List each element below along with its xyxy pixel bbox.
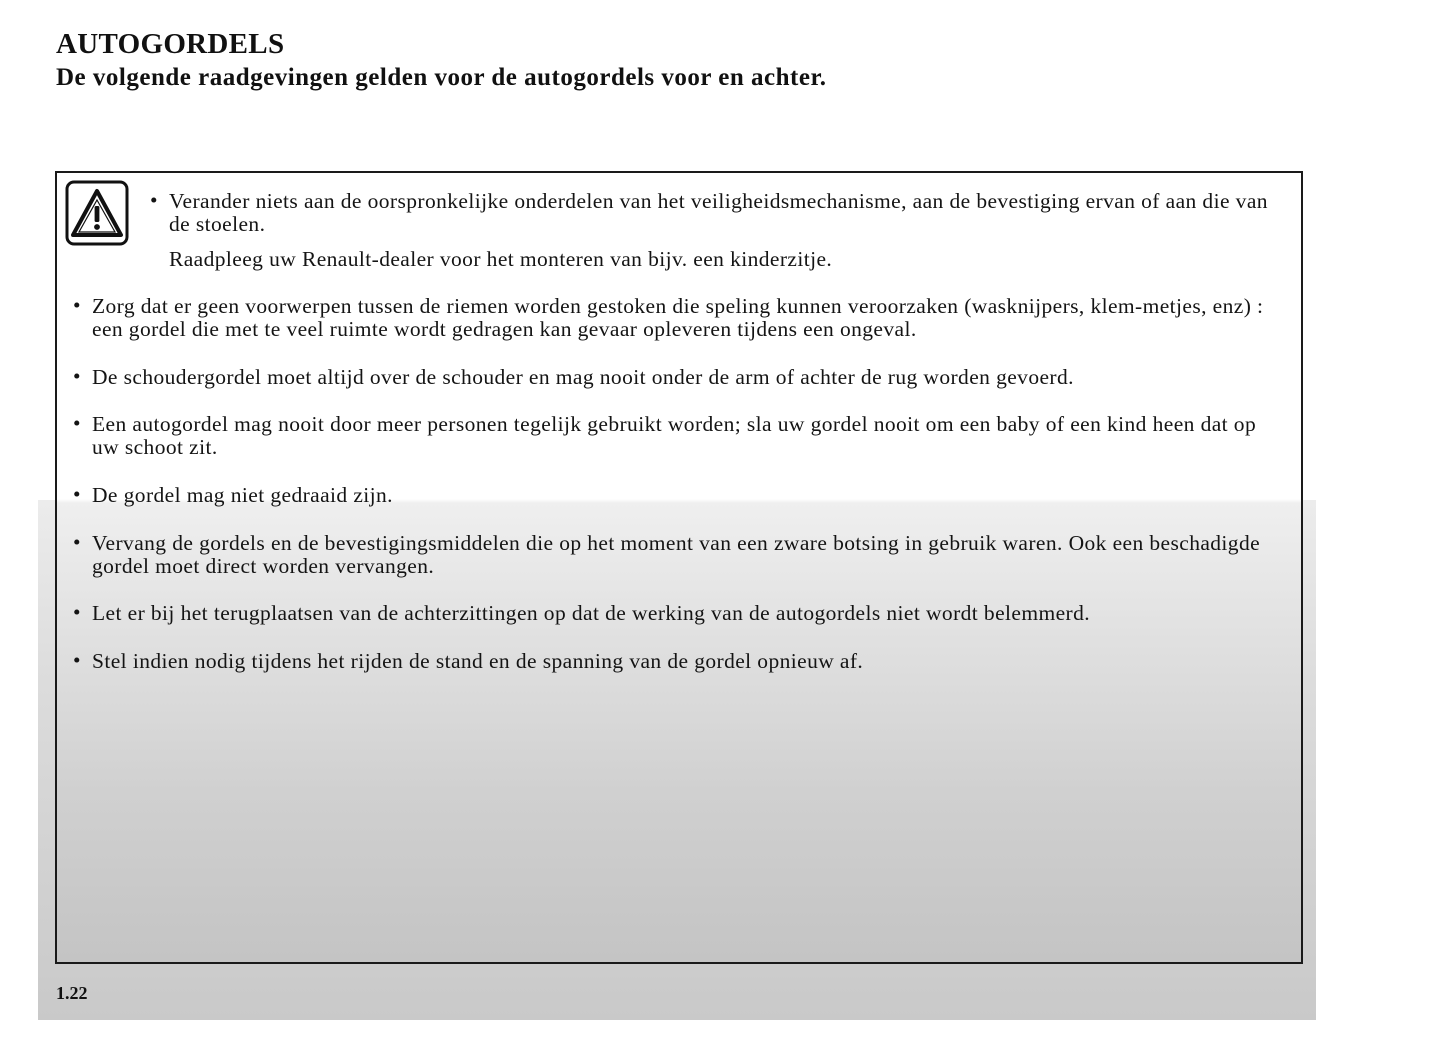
list-item xyxy=(73,482,1287,507)
list-item-text: Let er bij het terugplaatsen van de achterzittingen op dat de werking van de autogordels niet wordt belemmerd. xyxy=(92,601,1091,625)
bullet: • xyxy=(150,188,158,212)
bullet: • xyxy=(73,411,81,435)
bullet: • xyxy=(73,293,81,317)
bullet: • xyxy=(73,530,81,554)
list-item-text: Vervang de gordels en de bevestigingsmiddelen die op het moment van een zware botsing in gebruik waren. Ook een beschadigde gordel moet direct worden vervangen. xyxy=(92,531,1261,578)
list-item-text: Stel indien nodig tijdens het rijden de stand en de spanning van de gordel opnieuw af. xyxy=(92,649,864,673)
list-item-text: De gordel mag niet gedraaid zijn. xyxy=(92,483,393,507)
list-item-text: Zorg dat er geen voorwerpen tussen de riemen worden gestoken die speling kunnen veroorzaken (wasknijpers, klem-metjes, enz) : een gordel die met te veel ruimte wordt gedragen kan gevaar opleveren tijdens een ongeval. xyxy=(92,294,1264,341)
list-item xyxy=(73,411,1287,459)
list-item-text: De schoudergordel moet altijd over de schouder en mag nooit onder de arm of achter de rug worden gevoerd. xyxy=(92,365,1074,389)
bullet: • xyxy=(73,648,81,672)
list-item xyxy=(73,600,1287,625)
list-item-text: Verander niets aan de oorspronkelijke onderdelen van het veiligheidsmechanisme, aan de bevestiging ervan of aan die van de stoelen. xyxy=(169,189,1268,236)
list-item xyxy=(73,530,1287,578)
list-item xyxy=(73,293,1287,341)
page-subtitle: De volgende raadgevingen gelden voor de autogordels voor en achter. xyxy=(56,64,827,91)
warning-box xyxy=(55,171,1303,964)
bullet: • xyxy=(73,600,81,624)
list-item xyxy=(150,188,1287,271)
bullet: • xyxy=(73,482,81,506)
warning-triangle-icon xyxy=(65,180,129,246)
list-item xyxy=(73,648,1287,673)
page-title: AUTOGORDELS xyxy=(56,28,285,60)
list-item xyxy=(73,364,1287,389)
page-number: 1.22 xyxy=(56,983,88,1003)
bullet: • xyxy=(73,364,81,388)
list-item-text: Een autogordel mag nooit door meer personen tegelijk gebruikt worden; sla uw gordel nooit om een baby of een kind heen dat op uw schoot zit. xyxy=(92,412,1257,459)
list-item-note: Raadpleeg uw Renault-dealer voor het monteren van bijv. een kinderzitje. xyxy=(169,247,833,271)
